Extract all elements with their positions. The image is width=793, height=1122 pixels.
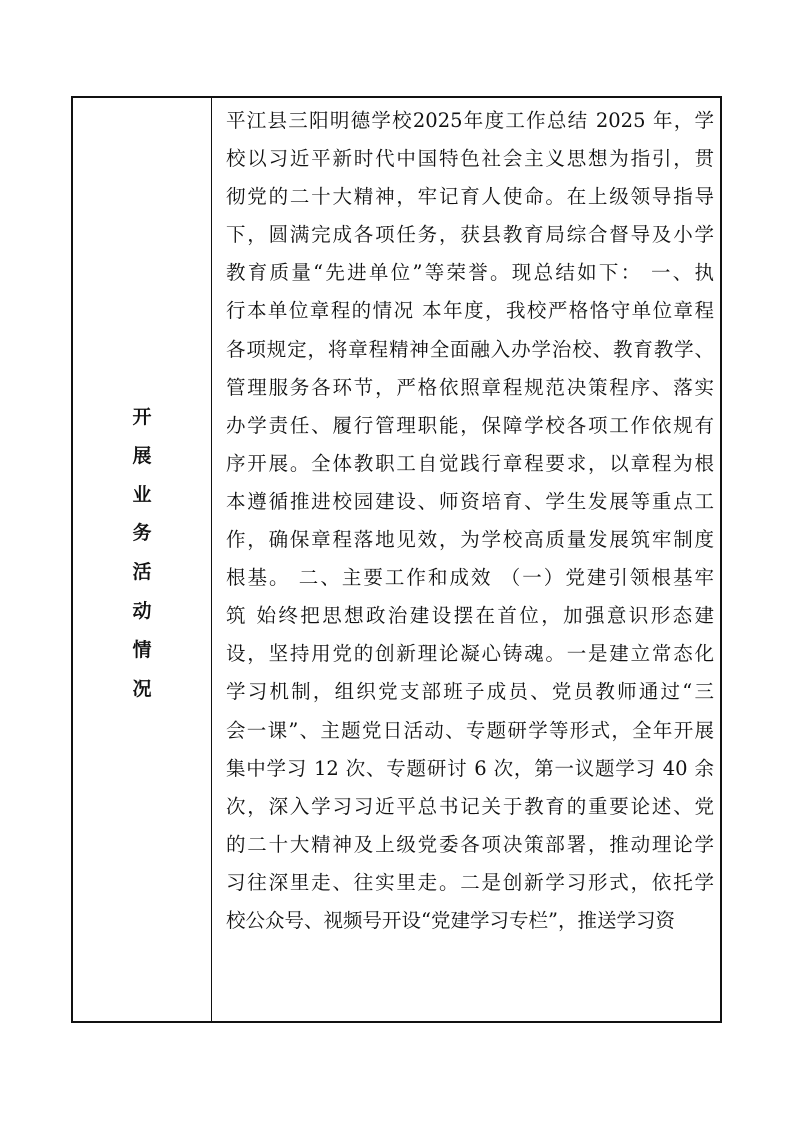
section-label-cell <box>73 98 212 1021</box>
content-line: 各项规定，将章程精神全面融入办学治校、教育教学、 <box>226 337 714 361</box>
content-line: 下，圆满完成各项任务，获县教育局综合督导及小学 <box>226 223 714 247</box>
content-line: 管理服务各环节，严格依照章程规范决策程序、落实 <box>226 375 714 399</box>
content-line: 根基。 二、主要工作和成效 （一）党建引领根基牢 <box>226 566 714 590</box>
content-line: 本遵循推进校园建设、师资培育、学生发展等重点工 <box>226 489 714 513</box>
section-label-char: 况 <box>132 677 152 700</box>
section-label-char: 情 <box>132 638 152 661</box>
content-line: 筑 始终把思想政治建设摆在首位，加强意识形态建 <box>226 604 714 628</box>
content-line: 彻党的二十大精神，牢记育人使命。在上级领导指导 <box>226 185 714 209</box>
section-label-char: 动 <box>132 599 152 622</box>
section-label-char: 展 <box>132 444 152 467</box>
form-table <box>71 96 722 1023</box>
section-label <box>73 398 211 708</box>
content-line: 的二十大精神及上级党委各项决策部署，推动理论学 <box>226 832 714 856</box>
section-label-char: 活 <box>132 561 152 584</box>
content-line: 行本单位章程的情况 本年度，我校严格恪守单位章程 <box>226 299 714 323</box>
content-line: 办学责任、履行管理职能，保障学校各项工作依规有 <box>226 413 714 437</box>
content-line: 学习机制，组织党支部班子成员、党员教师通过“三 <box>226 680 714 704</box>
section-label-char: 务 <box>132 522 152 545</box>
content-line: 习往深里走、往实里走。二是创新学习形式，依托学 <box>226 870 714 894</box>
content-line: 平江县三阳明德学校2025年度工作总结 2025 年，学 <box>226 109 714 132</box>
content-line: 作，确保章程落地见效，为学校高质量发展筑牢制度 <box>226 528 714 552</box>
content-line: 会一课”、主题党日活动、专题研学等形式，全年开展 <box>226 718 714 742</box>
content-line: 序开展。全体教职工自觉践行章程要求，以章程为根 <box>226 451 714 475</box>
content-cell <box>212 98 720 1021</box>
content-line: 教育质量“先进单位”等荣誉。现总结如下： 一、执 <box>226 261 714 285</box>
content-line: 校公众号、视频号开设“党建学习专栏”，推送学习资 <box>226 908 675 932</box>
section-label-char: 业 <box>132 483 152 506</box>
content-line: 集中学习 12 次、专题研讨 6 次，第一议题学习 40 余 <box>226 756 714 780</box>
content-line: 校以习近平新时代中国特色社会主义思想为指引，贯 <box>226 147 714 171</box>
content-line: 设，坚持用党的创新理论凝心铸魂。一是建立常态化 <box>226 642 714 666</box>
content-line: 次，深入学习习近平总书记关于教育的重要论述、党 <box>226 794 714 818</box>
section-label-char: 开 <box>132 406 152 428</box>
